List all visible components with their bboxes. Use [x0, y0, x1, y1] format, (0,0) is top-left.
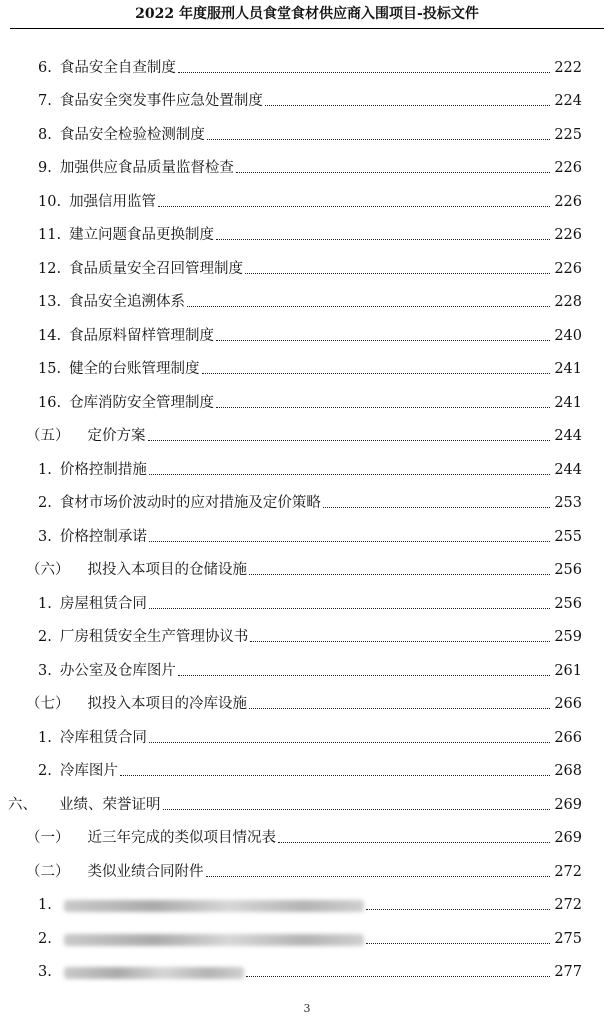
redacted-title — [64, 900, 364, 912]
toc-entry-page: 256 — [554, 562, 582, 578]
toc-entry-title: 近三年完成的类似项目情况表 — [87, 830, 276, 846]
toc-entry-page: 224 — [554, 93, 582, 109]
toc-entry-title: 类似业绩合同附件 — [87, 863, 204, 880]
toc-entry-title: 食品安全检验检测制度 — [59, 126, 205, 143]
dot-leader — [249, 708, 550, 709]
toc-entry[interactable] — [0, 212, 614, 246]
toc-entry-number: 1. — [38, 595, 52, 612]
toc-entry[interactable] — [0, 245, 614, 279]
toc-entry[interactable] — [0, 513, 614, 547]
dot-leader — [216, 340, 550, 341]
toc-entry[interactable] — [0, 279, 614, 313]
toc-entry[interactable] — [0, 111, 614, 145]
dot-leader — [149, 742, 550, 743]
toc-entry-number: 3. — [38, 964, 52, 980]
toc-entry[interactable] — [0, 781, 614, 815]
toc-entry-page: 244 — [554, 428, 582, 444]
dot-leader — [149, 608, 550, 609]
toc-entry-page: 226 — [554, 227, 582, 243]
toc-entry-number: 2. — [38, 629, 52, 645]
toc-entry-title: 食品安全突发事件应急处置制度 — [59, 93, 263, 109]
dot-leader — [149, 541, 550, 542]
toc-entry-page: 256 — [554, 595, 582, 612]
toc-entry-title: 食品质量安全召回管理制度 — [69, 260, 244, 277]
toc-entry-title: 拟投入本项目的仓储设施 — [87, 562, 247, 578]
toc-entry[interactable] — [0, 379, 614, 413]
dot-leader — [250, 641, 550, 642]
dot-leader — [202, 373, 550, 374]
toc-entry-page: 240 — [554, 327, 582, 344]
toc-entry-number: 1. — [38, 461, 52, 478]
toc-entry[interactable] — [0, 446, 614, 480]
toc-entry-page: 225 — [554, 126, 582, 143]
document-header: 2022 年度服刑人员食堂食材供应商入围项目-投标文件 — [135, 6, 479, 22]
header-rule — [10, 28, 604, 29]
toc-entry-number: 1. — [38, 897, 52, 913]
toc-entry-number: 2. — [38, 930, 52, 947]
toc-entry-number: 8. — [38, 126, 52, 143]
toc-entry-number: 2. — [38, 763, 52, 779]
page-number: 3 — [303, 1002, 311, 1015]
toc-entry-title: 定价方案 — [87, 428, 146, 444]
toc-entry-page: 277 — [554, 964, 582, 980]
dot-leader — [366, 943, 550, 944]
toc-entry-number: （五） — [26, 428, 70, 444]
toc-entry-title: 冷库图片 — [59, 763, 118, 779]
toc-entry-number: （二） — [26, 863, 70, 880]
toc-entry-page: 269 — [554, 830, 582, 846]
toc-entry-title: 食品原料留样管理制度 — [69, 327, 215, 344]
toc-entry-title: 办公室及仓库图片 — [59, 662, 176, 679]
toc-entry-title: 食材市场价波动时的应对措施及定价策略 — [59, 495, 321, 511]
toc-entry[interactable] — [0, 480, 614, 514]
toc-entry-number: 6. — [38, 59, 52, 76]
toc-entry-number: 10. — [38, 193, 62, 210]
toc-entry[interactable] — [0, 44, 614, 78]
toc-entry[interactable] — [0, 882, 614, 916]
toc-entry-number: 12. — [38, 260, 62, 277]
toc-entry-number: （七） — [26, 696, 70, 712]
toc-entry-page: 269 — [554, 796, 582, 813]
toc-entry-title: 冷库租赁合同 — [59, 729, 147, 746]
toc-entry-page: 275 — [554, 930, 582, 947]
toc-entry-page: 241 — [554, 361, 582, 377]
toc-entry[interactable] — [0, 580, 614, 614]
toc-entry[interactable] — [0, 815, 614, 849]
toc-entry-page: 228 — [554, 294, 582, 310]
dot-leader — [366, 909, 550, 910]
toc-entry-number: 9. — [38, 160, 52, 176]
dot-leader — [246, 976, 550, 977]
table-of-contents — [0, 44, 614, 982]
toc-entry-page: 259 — [554, 629, 582, 645]
toc-entry-number: 7. — [38, 93, 52, 109]
toc-entry-number: 2. — [38, 495, 52, 511]
toc-entry-title: 价格控制措施 — [59, 461, 147, 478]
toc-entry-number: 3. — [38, 528, 52, 545]
toc-entry[interactable] — [0, 547, 614, 581]
toc-entry[interactable] — [0, 178, 614, 212]
dot-leader — [249, 574, 550, 575]
toc-entry-title: 房屋租赁合同 — [59, 595, 147, 612]
toc-entry-page: 255 — [554, 528, 582, 545]
toc-entry[interactable] — [0, 78, 614, 112]
toc-entry-page: 268 — [554, 763, 582, 779]
toc-entry[interactable] — [0, 681, 614, 715]
toc-entry-title: 仓库消防安全管理制度 — [69, 394, 215, 411]
toc-entry-title: 食品安全自查制度 — [59, 59, 176, 76]
dot-leader — [163, 809, 551, 810]
toc-entry-number: 1. — [38, 729, 52, 746]
toc-entry-title: 价格控制承诺 — [59, 528, 147, 545]
toc-entry-title: 食品安全追溯体系 — [69, 294, 186, 310]
toc-entry-title: 建立问题食品更换制度 — [69, 227, 215, 243]
dot-leader — [207, 139, 550, 140]
toc-entry-page: 272 — [554, 897, 582, 913]
toc-entry-title: 拟投入本项目的冷库设施 — [87, 696, 247, 712]
redacted-title — [64, 967, 244, 979]
dot-leader — [236, 172, 550, 173]
toc-entry[interactable] — [0, 647, 614, 681]
toc-entry-number: 11. — [38, 227, 62, 243]
toc-entry-page: 261 — [554, 662, 582, 679]
toc-entry[interactable] — [0, 312, 614, 346]
dot-leader — [178, 675, 550, 676]
dot-leader — [120, 775, 550, 776]
toc-entry[interactable] — [0, 714, 614, 748]
dot-leader — [187, 306, 550, 307]
dot-leader — [323, 507, 550, 508]
toc-entry-number: 13. — [38, 294, 62, 310]
toc-entry-page: 226 — [554, 193, 582, 210]
dot-leader — [278, 842, 550, 843]
toc-entry-page: 253 — [554, 495, 582, 511]
dot-leader — [216, 239, 550, 240]
toc-entry[interactable] — [0, 748, 614, 782]
toc-entry-title: 健全的台账管理制度 — [69, 361, 200, 377]
toc-entry-number: 3. — [38, 662, 52, 679]
toc-entry[interactable] — [0, 614, 614, 648]
toc-entry[interactable] — [0, 413, 614, 447]
dot-leader — [245, 273, 550, 274]
toc-entry-page: 272 — [554, 863, 582, 880]
toc-entry[interactable] — [0, 915, 614, 949]
toc-entry-number: 14. — [38, 327, 62, 344]
dot-leader — [216, 407, 550, 408]
dot-leader — [149, 474, 550, 475]
toc-entry-number: （六） — [26, 562, 70, 578]
dot-leader — [265, 105, 550, 106]
dot-leader — [206, 876, 551, 877]
toc-entry-number: 15. — [38, 361, 62, 377]
toc-entry[interactable] — [0, 346, 614, 380]
toc-entry-number: 六、 — [8, 796, 37, 813]
toc-entry-page: 222 — [554, 59, 582, 76]
toc-entry-title: 业绩、荣誉证明 — [59, 796, 161, 813]
toc-entry-title: 加强信用监管 — [69, 193, 157, 210]
toc-entry-page: 244 — [554, 461, 582, 478]
dot-leader — [148, 440, 551, 441]
toc-entry-title: 厂房租赁安全生产管理协议书 — [59, 629, 249, 645]
toc-entry-page: 266 — [554, 729, 582, 746]
toc-entry-page: 226 — [554, 260, 582, 277]
toc-entry-number: （一） — [26, 830, 70, 846]
toc-entry[interactable] — [0, 949, 614, 983]
toc-entry[interactable] — [0, 145, 614, 179]
dot-leader — [178, 72, 550, 73]
toc-entry[interactable] — [0, 848, 614, 882]
redacted-title — [64, 934, 364, 946]
toc-entry-page: 241 — [554, 394, 582, 411]
toc-entry-title: 加强供应食品质量监督检查 — [59, 160, 234, 176]
toc-entry-number: 16. — [38, 394, 62, 411]
dot-leader — [158, 206, 550, 207]
toc-entry-page: 266 — [554, 696, 582, 712]
toc-entry-page: 226 — [554, 160, 582, 176]
